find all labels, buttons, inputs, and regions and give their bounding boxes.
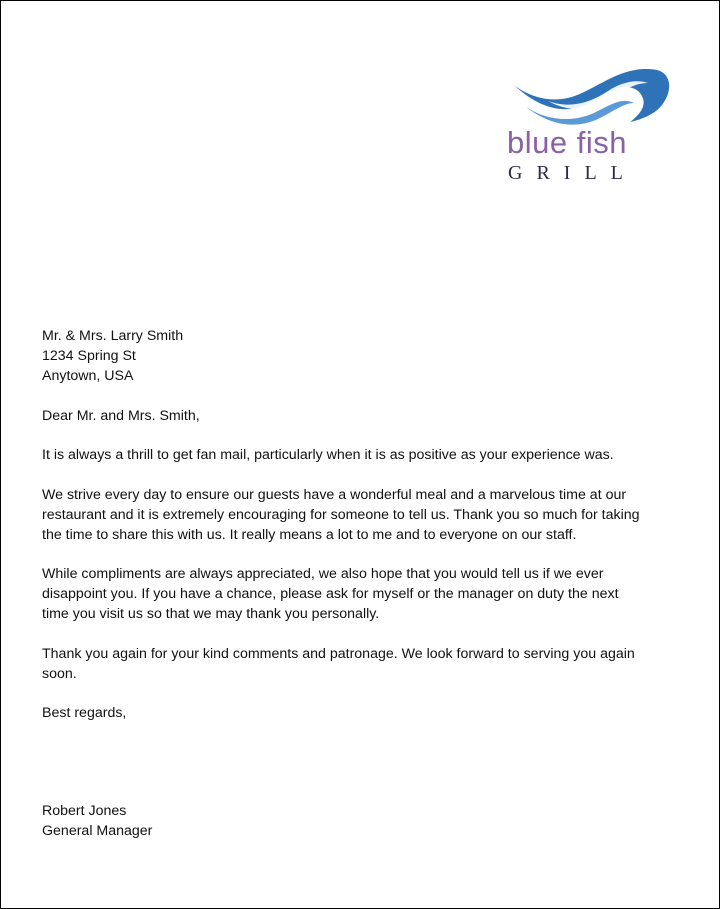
signer-title: General Manager [42,822,153,839]
salutation: Dear Mr. and Mrs. Smith, [42,407,200,424]
signature-space [42,743,682,801]
paragraph-4: Thank you again for your kind comments and patronage. We look forward to serving you again soon. [42,645,635,682]
paragraph-2: We strive every day to ensure our guests have a wonderful meal and a marvelous time at our restaurant and it is extremely encouraging for someone to tell us. Thank you so much for taking the time to share this with us. It really means a lot to me and to everyone on our staff. [42,486,640,543]
restaurant-logo [504,67,674,187]
paragraph-1: It is always a thrill to get fan mail, particularly when it is as positive as your experience was. [42,447,614,463]
recipient-street: 1234 Spring St [42,348,136,364]
logo-sub-text: GRILL [508,162,637,184]
logo-brand-text: blue fish [507,125,627,160]
closing: Best regards, [42,705,127,721]
letter-body [42,326,682,841]
recipient-address [42,326,682,386]
paragraph-3: While compliments are always appreciated, we also hope that you would tell us if we ever disappoint you. If you have a chance, please ask for myself or the manager on duty the next time you visit us so that we may thank you personally. [42,566,619,622]
signature-block [42,801,682,841]
signer-name: Robert Jones [42,802,127,819]
recipient-city: Anytown, USA [42,368,134,384]
fish-wave-icon [512,67,672,127]
recipient-name: Mr. & Mrs. Larry Smith [42,328,184,344]
